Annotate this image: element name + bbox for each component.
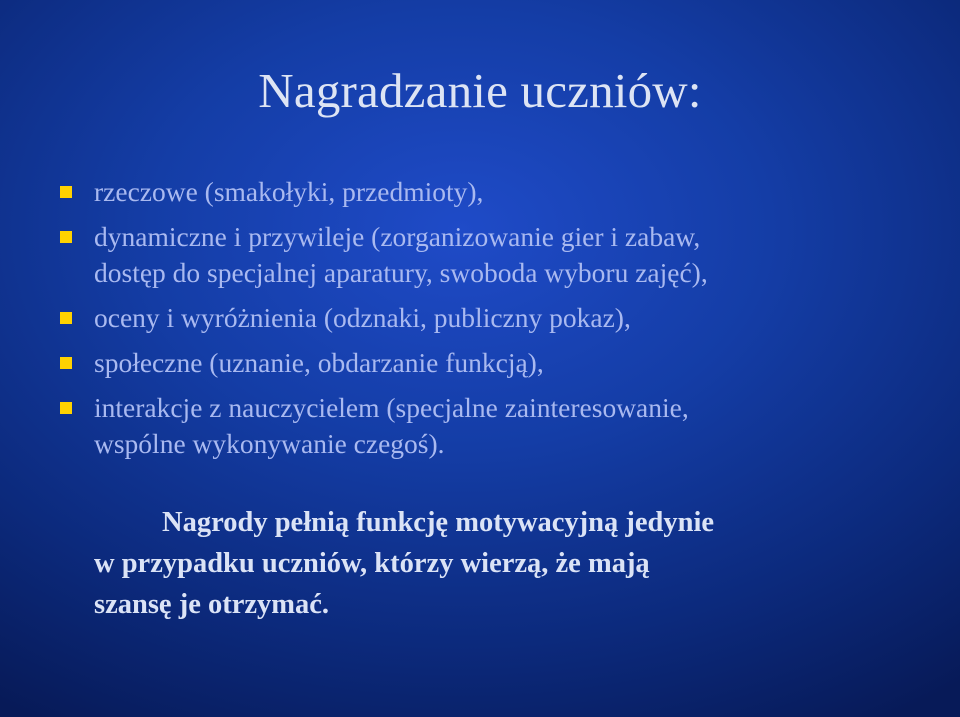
bullet-item-grades-distinctions [60,300,920,336]
bullet-text-line: dostęp do specjalnej aparatury, swoboda wyboru zajęć), [94,257,708,288]
conclusion-line: szansę je otrzymać. [94,589,330,620]
bullet-text-line: interakcje z nauczycielem (specjalne zainteresowanie, [94,392,689,423]
bullet-item-dynamic-privileges [60,219,920,291]
bullet-text-line: rzeczowe (smakołyki, przedmioty), [94,176,484,207]
bullet-item-social-rewards [60,345,920,381]
square-bullet-icon [60,186,72,198]
conclusion-line: w przypadku uczniów, którzy wierzą, że mają [94,548,650,579]
conclusion-paragraph [94,502,914,625]
bullet-text-line: oceny i wyróżnienia (odznaki, publiczny pokaz), [94,302,631,333]
bullet-item-teacher-interactions [60,390,920,462]
square-bullet-icon [60,312,72,324]
bullet-text-line: wspólne wykonywanie czegoś). [94,428,445,459]
square-bullet-icon [60,231,72,243]
bullet-list [60,174,920,471]
bullet-text-line: społeczne (uznanie, obdarzanie funkcją), [94,347,544,378]
square-bullet-icon [60,357,72,369]
conclusion-line: Nagrody pełnią funkcję motywacyjną jedynie [162,507,715,538]
bullet-text-line: dynamiczne i przywileje (zorganizowanie gier i zabaw, [94,221,701,252]
slide-title: Nagradzanie uczniów: [258,63,702,118]
bullet-item-material-rewards [60,174,920,210]
square-bullet-icon [60,402,72,414]
